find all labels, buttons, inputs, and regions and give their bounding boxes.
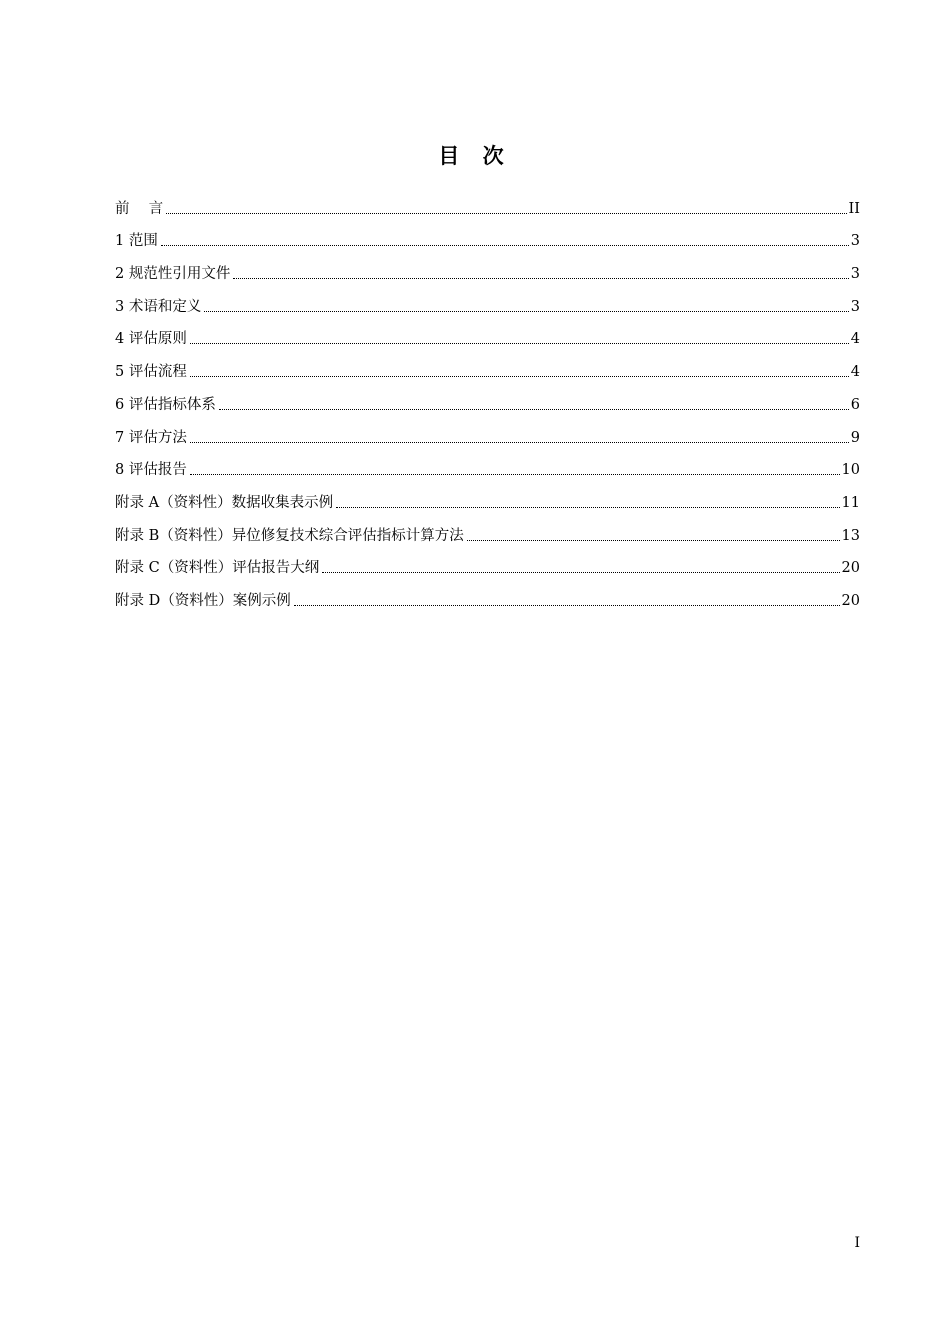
dot-leader <box>204 297 848 317</box>
dot-leader <box>294 591 840 611</box>
toc-entry-label: 6 评估指标体系 <box>115 396 216 413</box>
toc-entry-principles[interactable] <box>115 317 860 350</box>
toc-entry-label: 前 言 <box>115 200 164 217</box>
toc-entry-foreword[interactable] <box>115 186 860 219</box>
toc-entry-label: 7 评估方法 <box>115 429 187 446</box>
dot-leader <box>190 329 849 349</box>
dot-leader <box>161 231 849 251</box>
toc-entry-label: 4 评估原则 <box>115 331 187 348</box>
toc-entry-label: 8 评估报告 <box>115 462 187 479</box>
toc-entry-page: 10 <box>841 462 860 479</box>
table-of-contents <box>115 186 860 611</box>
toc-entry-label: 附录 C（资料性）评估报告大纲 <box>115 560 320 577</box>
dot-leader <box>190 362 849 382</box>
toc-entry-appendix-c[interactable] <box>115 546 860 579</box>
toc-entry-page: 4 <box>850 331 860 348</box>
toc-entry-methods[interactable] <box>115 415 860 448</box>
dot-leader <box>322 558 839 578</box>
toc-entry-page: 3 <box>850 233 860 250</box>
toc-entry-appendix-d[interactable] <box>115 578 860 611</box>
toc-entry-label: 5 评估流程 <box>115 364 187 381</box>
dot-leader <box>190 460 840 480</box>
toc-entry-page: 13 <box>841 527 860 544</box>
toc-entry-label: 2 规范性引用文件 <box>115 266 231 283</box>
toc-entry-scope[interactable] <box>115 219 860 252</box>
dot-leader <box>190 428 849 448</box>
toc-entry-page: 9 <box>850 429 860 446</box>
toc-entry-label: 附录 D（资料性）案例示例 <box>115 592 291 609</box>
dot-leader <box>219 395 849 415</box>
dot-leader <box>336 493 839 513</box>
toc-entry-process[interactable] <box>115 349 860 382</box>
toc-entry-appendix-b[interactable] <box>115 513 860 546</box>
toc-entry-page: 11 <box>841 494 860 511</box>
dot-leader <box>233 264 848 284</box>
toc-entry-page: 3 <box>850 266 860 283</box>
toc-entry-page: 6 <box>850 396 860 413</box>
dot-leader <box>166 199 846 219</box>
toc-entry-indicator-system[interactable] <box>115 382 860 415</box>
toc-entry-page: 20 <box>841 560 860 577</box>
toc-entry-normative-references[interactable] <box>115 251 860 284</box>
page-number: I <box>854 1235 860 1251</box>
toc-entry-label: 3 术语和定义 <box>115 298 202 315</box>
toc-entry-label: 附录 A（资料性）数据收集表示例 <box>115 494 334 511</box>
toc-entry-report[interactable] <box>115 448 860 481</box>
toc-title: 目 次 <box>438 144 512 168</box>
toc-entry-terms[interactable] <box>115 284 860 317</box>
toc-entry-label: 1 范围 <box>115 233 158 250</box>
toc-entry-page: 4 <box>850 364 860 381</box>
toc-entry-label: 附录 B（资料性）异位修复技术综合评估指标计算方法 <box>115 527 464 544</box>
toc-entry-page: II <box>848 200 860 217</box>
toc-entry-appendix-a[interactable] <box>115 480 860 513</box>
dot-leader <box>467 526 840 546</box>
toc-entry-page: 20 <box>841 592 860 609</box>
toc-entry-page: 3 <box>850 298 860 315</box>
